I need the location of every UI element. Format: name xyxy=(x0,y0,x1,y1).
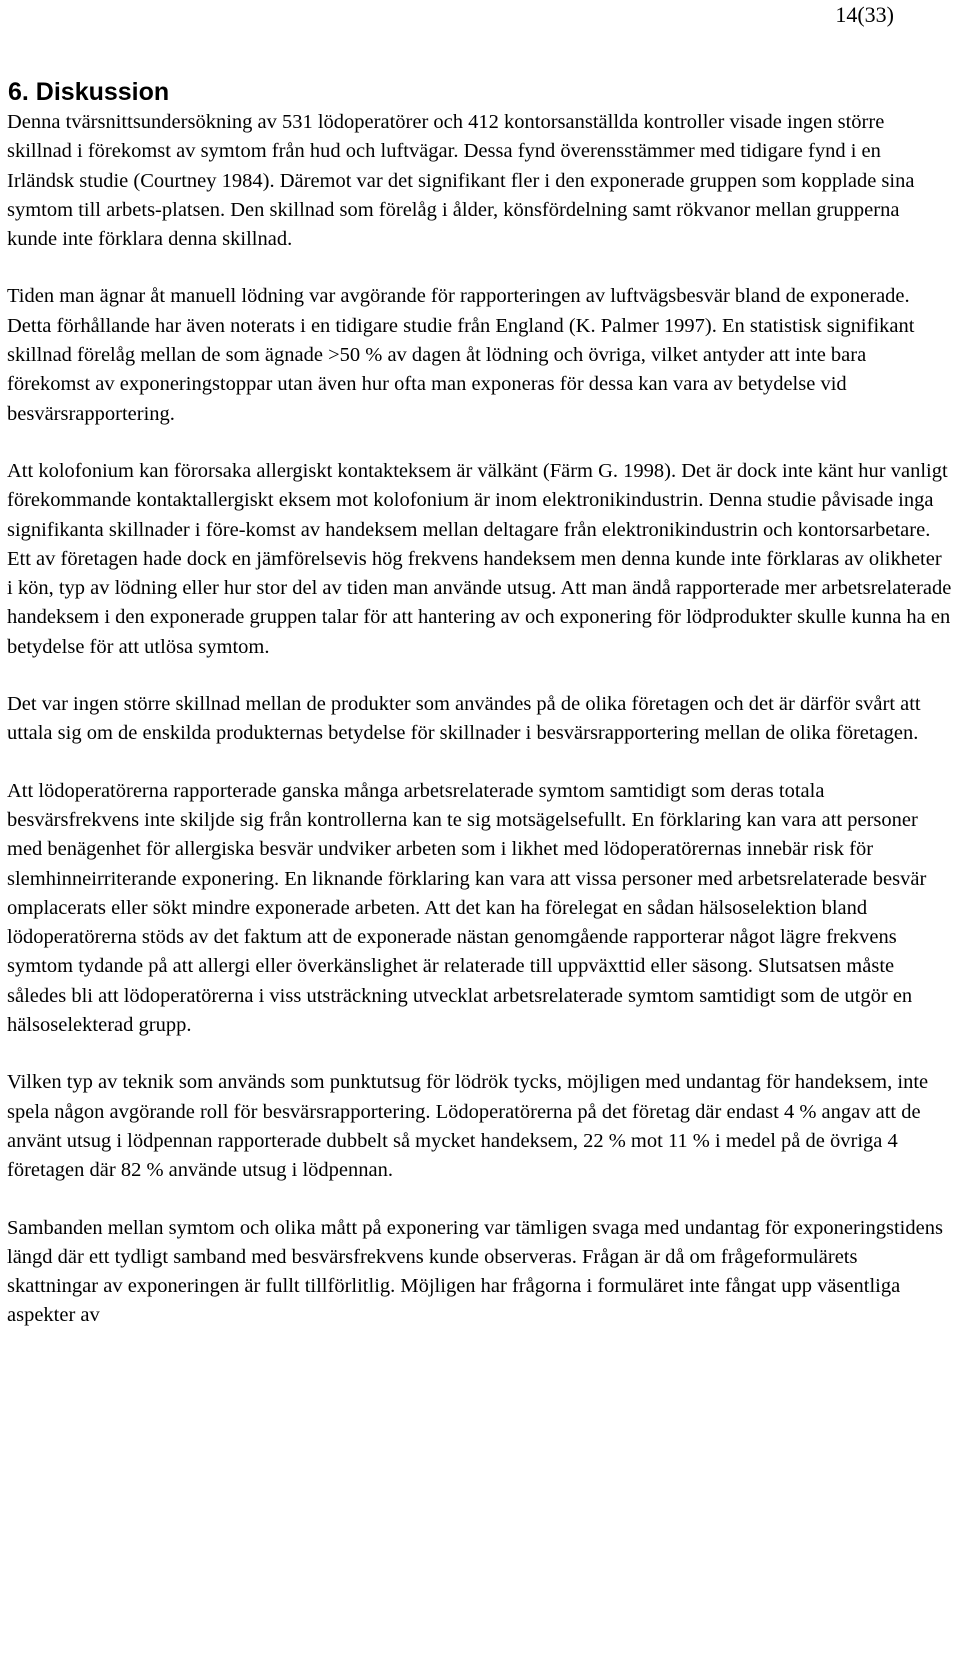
paragraph-5: Att lödoperatörerna rapporterade ganska många arbetsrelaterade symtom samtidigt som deras totala besvärsfrekvens inte skiljde sig från kontrollerna kan te sig motsägelsefullt. En förklaring kan vara att personer med benägenhet för allergiska besvär undviker arbeten som i likhet med lödoperatörernas innebär risk för slemhinneirriterande exponering. En liknande förklaring kan vara att vissa personer med arbetsrelaterade besvär omplacerats eller sökt mindre exponerade arbeten. Att det kan ha förelegat en sådan hälsoselektion bland lödoperatörerna stöds av det faktum att de exponerade nästan genomgående rapporterar något lägre frekvens symtom tydande på att allergi eller överkänslighet är relaterade till uppväxttid eller säsong. Slutsatsen måste således bli att lödoperatörerna i viss utsträckning utvecklat arbetsrelaterade symtom samtidigt som de utgör en hälsoselekterad grupp. xyxy=(7,779,927,1037)
page-number: 14(33) xyxy=(835,2,894,27)
paragraph-2: Tiden man ägnar åt manuell lödning var avgörande för rapporteringen av luftvägsbesvär bland de exponerade. Detta förhållande har även noterats i en tidigare studie från England (K. Palmer 1997). En statistisk signifikant skillnad förelåg mellan de som ägnade >50 % av dagen åt lödning och övriga, vilket antyder att inte bara förekomst av exponeringstoppar utan även hur ofta man exponeras för dessa kan vara av betydelse vid besvärsrapportering. xyxy=(7,285,915,425)
paragraph-6: Vilken typ av teknik som används som punktutsug för lödrök tycks, möjligen med undantag för handeksem, inte spela någon avgörande roll för besvärsrapportering. Lödoperatörerna på det företag där endast 4 % angav att de använt utsug i lödpennan rapporterade dubbelt så mycket handeksem, 22 % mot 11 % i medel på de övriga 4 företagen där 82 % använde utsug i lödpennan. xyxy=(7,1071,929,1182)
paragraph-3: Att kolofonium kan förorsaka allergiskt kontakteksem är välkänt (Färm G. 1998). Det är dock inte känt hur vanligt förekommande kontaktallergiskt eksem mot kolofonium är inom elektronikindustrin. Denna studie påvisade inga signifikanta skillnader i före-komst av handeksem mellan deltagare från elektronikindustrin och kontorsarbetare. Ett av företagen hade dock en jämförelsevis hög frekvens handeksem men denna kunde inte förklaras av olikheter i kön, typ av lödning eller hur stor del av tiden man använde utsug. Att man ändå rapporterade mer arbetsrelaterade handeksem i den exponerade gruppen talar för att hantering av och exponering för lödprodukter skulle kunna ha en betydelse för att utlösa symtom. xyxy=(7,459,952,658)
paragraph-7: Sambanden mellan symtom och olika mått på exponering var tämligen svaga med undantag för exponeringstidens längd där ett tydligt samband med besvärsfrekvens kunde observeras. Frågan är då om frågeformulärets skattningar av exponeringen är fullt tillförlitlig. Möjligen har frågorna i formuläret inte fångat upp väsentliga aspekter av xyxy=(7,1216,943,1327)
paragraph-4: Det var ingen större skillnad mellan de produkter som användes på de olika företagen och det är därför svårt att uttala sig om de enskilda produkternas betydelse för skillnader i besvärsrapportering mellan de olika företagen. xyxy=(7,693,921,745)
document-body xyxy=(7,76,952,1359)
paragraph-1: Denna tvärsnittsundersökning av 531 lödoperatörer och 412 kontorsanställda kontroller visade ingen större skillnad i förekomst av symtom från hud och luftvägar. Dessa fynd överensstämmer med tidigare fynd i en Irländsk studie (Courtney 1984). Däremot var det signifikant fler i den exponerade gruppen som kopplade sina symtom till arbets-platsen. Den skillnad som förelåg i ålder, könsfördelning samt rökvanor mellan grupperna kunde inte förklara denna skillnad. xyxy=(7,111,915,251)
section-heading: 6. Diskussion xyxy=(8,78,170,106)
